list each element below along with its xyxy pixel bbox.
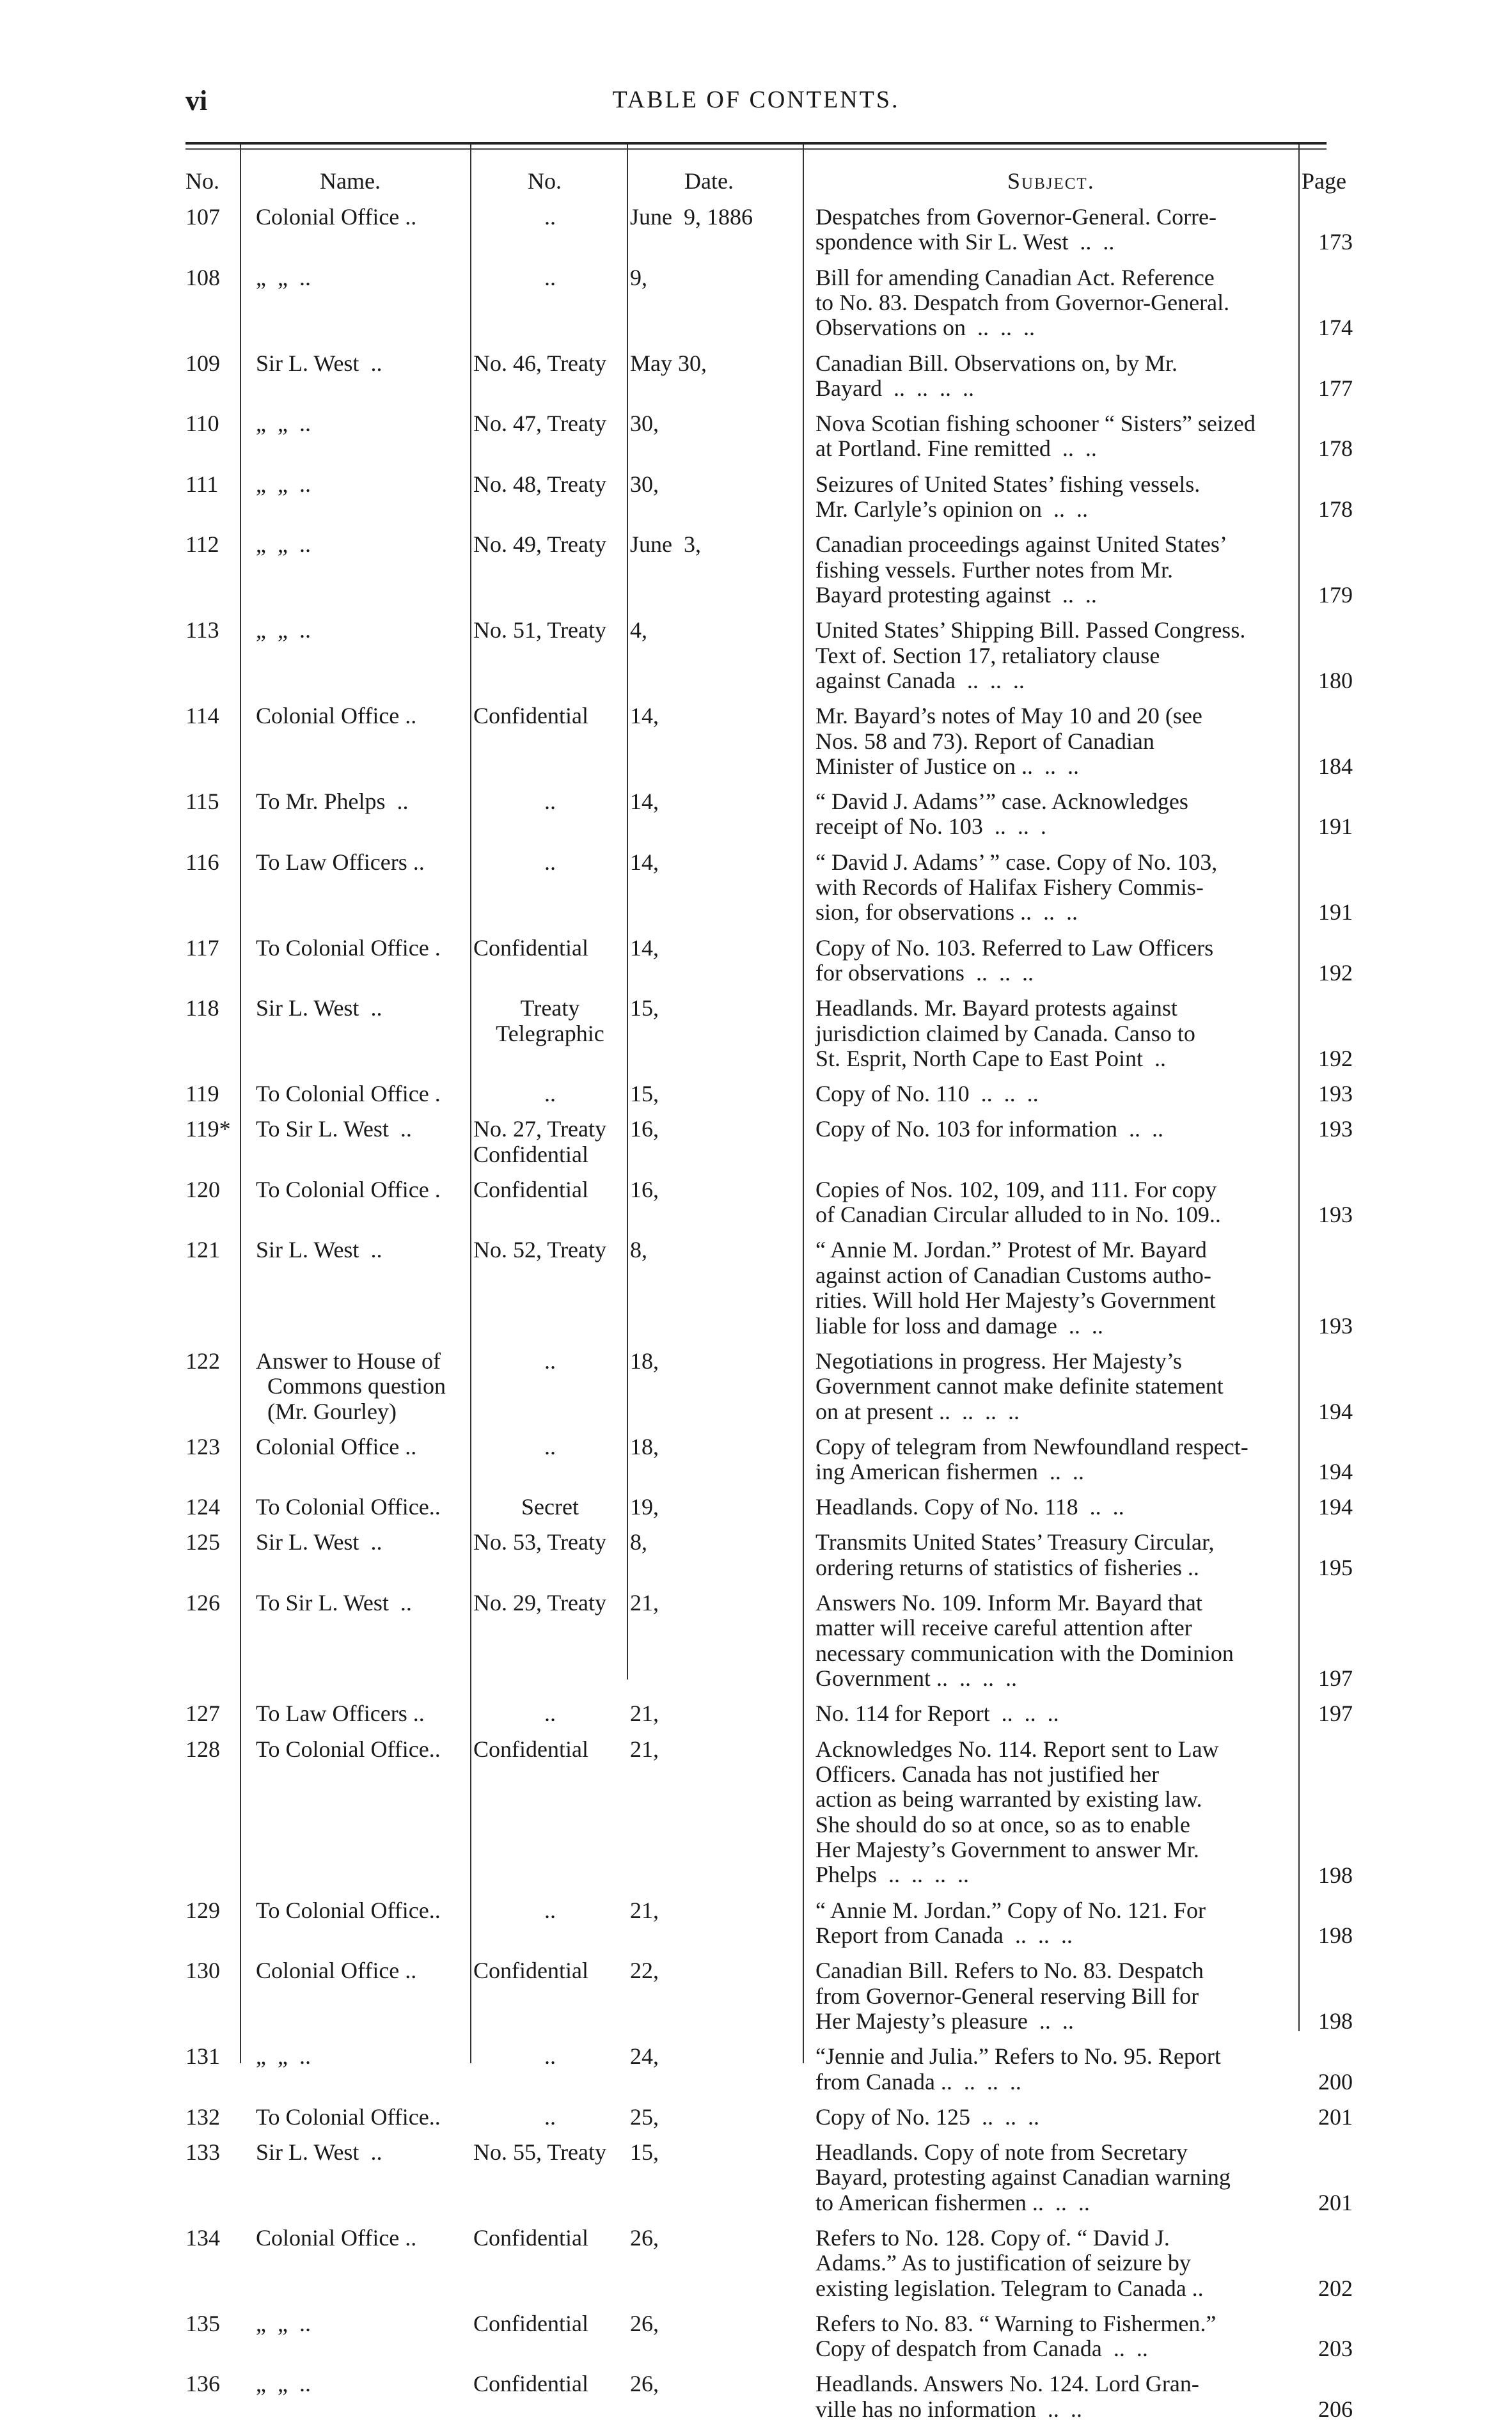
entry-doc-number: ..: [544, 789, 556, 815]
entry-doc-number: Confidential: [473, 2371, 588, 2397]
entry-number: 122: [185, 1348, 220, 1374]
subject-line: Government .. .. .. ..: [815, 1665, 1017, 1692]
subject-line: jurisdiction claimed by Canada. Canso to: [815, 1020, 1195, 1046]
entry-date: 9,: [630, 264, 647, 290]
entry-number: 117: [185, 934, 219, 961]
subject-line: Her Majesty’s Government to answer Mr.: [815, 1837, 1199, 1863]
entry-date: 14,: [630, 934, 659, 961]
entry-subject: [815, 618, 1295, 693]
entry-date: June 3,: [630, 531, 701, 558]
entry-number: 118: [185, 995, 219, 1021]
entry-date: 4,: [630, 617, 647, 643]
subject-line: of Canadian Circular alluded to in No. 109..: [815, 1202, 1221, 1228]
subject-line: for observations .. .. ..: [815, 959, 1034, 986]
entry-doc-number: ..: [544, 1081, 556, 1107]
entry-name: To Colonial Office..: [256, 2104, 441, 2130]
subject-line: on at present .. .. .. ..: [815, 1398, 1020, 1424]
entry-doc-number: No. 46, Treaty: [473, 350, 607, 376]
entry-page: 206: [1318, 2396, 1353, 2422]
entry-subject: [815, 2105, 1295, 2130]
entry-doc-number: No. 29, Treaty: [473, 1590, 607, 1616]
entry-page: 184: [1318, 753, 1353, 779]
entry-number: 130: [185, 1958, 220, 1984]
entry-name: To Colonial Office..: [256, 1736, 441, 1762]
entry-number: 113: [185, 617, 219, 643]
subject-line: liable for loss and damage .. ..: [815, 1312, 1103, 1339]
subject-line: “ Annie M. Jordan.” Copy of No. 121. For: [815, 1897, 1206, 1923]
subject-line: fishing vessels. Further notes from Mr.: [815, 556, 1173, 583]
subject-line: to American fishermen .. .. ..: [815, 2189, 1090, 2215]
entry-page: 173: [1318, 229, 1353, 255]
entry-subject: [815, 850, 1295, 925]
entry-name: „ „ ..: [256, 617, 311, 643]
subject-line: to No. 83. Despatch from Governor-General.: [815, 289, 1230, 315]
subject-line: from Canada .. .. .. ..: [815, 2068, 1021, 2095]
subject-line: Acknowledges No. 114. Report sent to Law: [815, 1736, 1219, 1762]
entry-date: 25,: [630, 2104, 659, 2130]
subject-line: rities. Will hold Her Majesty’s Government: [815, 1287, 1216, 1314]
col-header-name: Name.: [320, 168, 381, 194]
entry-date: 14,: [630, 789, 659, 815]
subject-line: Canadian Bill. Observations on, by Mr.: [815, 350, 1177, 376]
entry-subject: [815, 2371, 1295, 2422]
entry-date: 21,: [630, 1897, 659, 1923]
entry-name: Sir L. West ..: [256, 1529, 382, 1555]
subject-line: Minister of Justice on .. .. ..: [815, 753, 1079, 779]
entry-name: To Colonial Office..: [256, 1897, 441, 1923]
entry-name: Colonial Office ..: [256, 2224, 417, 2251]
entry-name: Colonial Office ..: [256, 1958, 417, 1984]
entry-page: 194: [1318, 1459, 1353, 1485]
entry-page: 192: [1318, 959, 1353, 986]
entry-doc-number: ..: [544, 264, 556, 290]
entry-name: Colonial Office ..: [256, 1433, 417, 1459]
entry-doc-number: Treaty Telegraphic: [496, 995, 604, 1046]
entry-number: 115: [185, 789, 219, 815]
entry-number: 129: [185, 1897, 220, 1923]
subject-line: Bayard, protesting against Canadian warning: [815, 2164, 1231, 2190]
subject-line: receipt of No. 103 .. .. .: [815, 814, 1046, 840]
entry-subject: [815, 1349, 1295, 1424]
entry-subject: [815, 472, 1295, 523]
entry-subject: [815, 936, 1295, 986]
subject-line: Headlands. Copy of No. 118 .. ..: [815, 1494, 1124, 1520]
subject-line: “ David J. Adams’ ” case. Copy of No. 103,: [815, 849, 1218, 875]
entry-page: 191: [1318, 814, 1353, 840]
entry-page: 195: [1318, 1554, 1353, 1580]
column-divider: [240, 145, 241, 2063]
subject-line: Report from Canada .. .. ..: [815, 1923, 1073, 1949]
subject-line: Mr. Bayard’s notes of May 10 and 20 (see: [815, 703, 1202, 729]
subject-line: matter will receive careful attention after: [815, 1615, 1192, 1641]
subject-line: Headlands. Mr. Bayard protests against: [815, 995, 1177, 1021]
header-rule-thin: [185, 148, 1327, 150]
column-divider: [803, 145, 804, 2063]
entry-name: To Colonial Office..: [256, 1494, 441, 1520]
entry-name: „ „ ..: [256, 531, 311, 558]
subject-line: Officers. Canada has not justified her: [815, 1761, 1160, 1787]
entry-subject: [815, 704, 1295, 779]
entry-date: 21,: [630, 1590, 659, 1616]
entry-date: May 30,: [630, 350, 707, 376]
entry-doc-number: No. 51, Treaty: [473, 617, 607, 643]
entry-date: 15,: [630, 995, 659, 1021]
entry-number: 119*: [185, 1116, 231, 1142]
entry-doc-number: Confidential: [473, 1958, 588, 1984]
subject-line: No. 114 for Report .. .. ..: [815, 1701, 1059, 1727]
entry-number: 107: [185, 204, 220, 230]
entry-number: 128: [185, 1736, 220, 1762]
entry-doc-number: Confidential: [473, 703, 588, 729]
entry-date: 16,: [630, 1176, 659, 1202]
subject-line: necessary communication with the Dominion: [815, 1640, 1234, 1666]
entry-doc-number: ..: [544, 1348, 556, 1374]
col-header-subject: Subject.: [1007, 168, 1095, 194]
entry-number: 134: [185, 2224, 220, 2251]
entry-doc-number: Confidential: [473, 1736, 588, 1762]
column-divider: [470, 145, 471, 2063]
entry-subject: [815, 1495, 1295, 1520]
entry-number: 136: [185, 2371, 220, 2397]
entry-doc-number: No. 52, Treaty: [473, 1237, 607, 1263]
entry-name: „ „ ..: [256, 471, 311, 497]
entry-number: 114: [185, 703, 219, 729]
entry-name: „ „ ..: [256, 2371, 311, 2397]
entry-page: 174: [1318, 315, 1353, 341]
entry-page: 179: [1318, 581, 1353, 608]
entry-subject: [815, 1701, 1295, 1726]
entry-page: 197: [1318, 1665, 1353, 1692]
subject-line: Copies of Nos. 102, 109, and 111. For copy: [815, 1176, 1217, 1202]
entry-name: Sir L. West ..: [256, 350, 382, 376]
col-header-page: Page: [1302, 168, 1346, 194]
subject-line: Government cannot make definite statement: [815, 1373, 1224, 1399]
entry-page: 180: [1318, 667, 1353, 693]
entry-doc-number: Confidential: [473, 1176, 588, 1202]
subject-line: Headlands. Answers No. 124. Lord Gran-: [815, 2371, 1199, 2397]
entry-doc-number: Confidential: [473, 2224, 588, 2251]
entry-name: „ „ ..: [256, 2310, 311, 2336]
entry-name: Answer to House of Commons question (Mr. Gourley): [256, 1348, 446, 1424]
subject-line: sion, for observations .. .. ..: [815, 899, 1078, 925]
entry-doc-number: No. 27, Treaty Confidential: [473, 1116, 607, 1167]
entry-number: 126: [185, 1590, 220, 1616]
entry-subject: [815, 2044, 1295, 2095]
entry-date: 26,: [630, 2371, 659, 2397]
subject-line: from Governor-General reserving Bill for: [815, 1983, 1199, 2009]
entry-subject: [815, 2140, 1295, 2215]
entry-number: 112: [185, 531, 219, 558]
subject-line: Headlands. Copy of note from Secretary: [815, 2139, 1188, 2165]
entry-date: 22,: [630, 1958, 659, 1984]
subject-line: Observations on .. .. ..: [815, 315, 1035, 341]
entry-subject: [815, 1737, 1295, 1888]
entry-doc-number: No. 47, Treaty: [473, 411, 607, 437]
entry-name: To Mr. Phelps ..: [256, 789, 409, 815]
subject-line: Copy of despatch from Canada .. ..: [815, 2336, 1148, 2362]
subject-line: ing American fishermen .. ..: [815, 1459, 1084, 1485]
subject-line: Her Majesty’s pleasure .. ..: [815, 2008, 1074, 2034]
entry-doc-number: ..: [544, 2043, 556, 2070]
entry-name: To Colonial Office .: [256, 1081, 441, 1107]
entry-subject: [815, 351, 1295, 402]
entry-date: 15,: [630, 2139, 659, 2165]
col-header-doc-no: No.: [528, 168, 562, 194]
entry-date: 30,: [630, 411, 659, 437]
entry-page: 193: [1318, 1116, 1353, 1142]
subject-line: Negotiations in progress. Her Majesty’s: [815, 1348, 1182, 1374]
subject-line: against action of Canadian Customs autho-: [815, 1262, 1211, 1288]
entry-name: „ „ ..: [256, 2043, 311, 2070]
running-title: TABLE OF CONTENTS.: [612, 86, 900, 113]
entry-number: 108: [185, 264, 220, 290]
entry-doc-number: No. 55, Treaty: [473, 2139, 607, 2165]
entry-subject: [815, 2226, 1295, 2301]
subject-line: Copy of telegram from Newfoundland respect-: [815, 1433, 1248, 1459]
entry-name: To Law Officers ..: [256, 849, 425, 875]
entry-number: 125: [185, 1529, 220, 1555]
subject-line: Text of. Section 17, retaliatory clause: [815, 642, 1160, 668]
entry-date: 14,: [630, 703, 659, 729]
subject-line: Canadian proceedings against United States’: [815, 531, 1227, 558]
header-rule: [185, 142, 1327, 145]
subject-line: Bayard protesting against .. ..: [815, 581, 1097, 608]
subject-line: with Records of Halifax Fishery Commis-: [815, 874, 1204, 900]
entry-number: 124: [185, 1494, 220, 1520]
entry-number: 135: [185, 2310, 220, 2336]
entry-subject: [815, 205, 1295, 255]
entry-subject: [815, 1591, 1295, 1692]
subject-line: “ David J. Adams’” case. Acknowledges: [815, 789, 1188, 815]
entry-page: 192: [1318, 1045, 1353, 1071]
subject-line: ville has no information .. ..: [815, 2396, 1082, 2422]
entry-subject: [815, 1081, 1295, 1106]
entry-page: 193: [1318, 1312, 1353, 1339]
entry-date: 19,: [630, 1494, 659, 1520]
entry-date: 8,: [630, 1529, 647, 1555]
subject-line: Copy of No. 103 for information .. ..: [815, 1116, 1163, 1142]
subject-line: St. Esprit, North Cape to East Point ..: [815, 1045, 1166, 1071]
entry-number: 116: [185, 849, 219, 875]
entry-page: 198: [1318, 1862, 1353, 1888]
entry-date: 24,: [630, 2043, 659, 2070]
entry-subject: [815, 411, 1295, 462]
entry-number: 111: [185, 471, 219, 497]
entry-subject: [815, 1530, 1295, 1580]
entry-number: 110: [185, 411, 219, 437]
entry-doc-number: Confidential: [473, 934, 588, 961]
entry-subject: [815, 789, 1295, 840]
subject-line: Copy of No. 110 .. .. ..: [815, 1081, 1039, 1107]
subject-line: action as being warranted by existing law.: [815, 1786, 1202, 1813]
entry-name: „ „ ..: [256, 411, 311, 437]
entry-page: 194: [1318, 1398, 1353, 1424]
subject-line: spondence with Sir L. West .. ..: [815, 229, 1115, 255]
entry-number: 109: [185, 350, 220, 376]
entry-subject: [815, 1898, 1295, 1949]
entry-doc-number: Secret: [521, 1494, 579, 1520]
entry-doc-number: ..: [544, 2104, 556, 2130]
entry-page: 178: [1318, 496, 1353, 523]
entry-doc-number: ..: [544, 849, 556, 875]
entry-date: June 9, 1886: [630, 204, 753, 230]
page-header: [0, 77, 1512, 128]
col-header-date: Date.: [684, 168, 734, 194]
entry-page: 191: [1318, 899, 1353, 925]
entry-page: 200: [1318, 2068, 1353, 2095]
entry-number: 131: [185, 2043, 220, 2070]
page-number: vi: [185, 85, 208, 116]
entry-number: 119: [185, 1081, 219, 1107]
subject-line: Refers to No. 128. Copy of. “ David J.: [815, 2224, 1170, 2251]
entry-page: 194: [1318, 1494, 1353, 1520]
entry-name: Colonial Office ..: [256, 204, 417, 230]
entry-date: 21,: [630, 1701, 659, 1727]
entry-page: 177: [1318, 375, 1353, 401]
entry-name: Colonial Office ..: [256, 703, 417, 729]
entry-subject: [815, 1238, 1295, 1339]
entry-name: To Colonial Office .: [256, 1176, 441, 1202]
entry-page: 193: [1318, 1081, 1353, 1107]
subject-line: United States’ Shipping Bill. Passed Congress.: [815, 617, 1246, 643]
entry-name: Sir L. West ..: [256, 1237, 382, 1263]
column-divider: [1298, 145, 1300, 2031]
entry-date: 18,: [630, 1348, 659, 1374]
subject-line: Transmits United States’ Treasury Circular,: [815, 1529, 1215, 1555]
subject-line: Bayard .. .. .. ..: [815, 375, 974, 401]
entry-page: 201: [1318, 2104, 1353, 2130]
entry-subject: [815, 1177, 1295, 1228]
entry-name: Sir L. West ..: [256, 2139, 382, 2165]
subject-line: against Canada .. .. ..: [815, 667, 1025, 693]
entry-number: 123: [185, 1433, 220, 1459]
subject-line: Refers to No. 83. “ Warning to Fishermen.”: [815, 2310, 1217, 2336]
entry-doc-number: No. 53, Treaty: [473, 1529, 607, 1555]
subject-line: existing legislation. Telegram to Canada ..: [815, 2275, 1204, 2301]
entry-number: 121: [185, 1237, 220, 1263]
entry-subject: [815, 1117, 1295, 1142]
entry-page: 193: [1318, 1202, 1353, 1228]
entry-subject: [815, 1435, 1295, 1485]
entry-subject: [815, 2311, 1295, 2362]
subject-line: Copy of No. 125 .. .. ..: [815, 2104, 1039, 2130]
entry-page: 201: [1318, 2189, 1353, 2215]
subject-line: Despatches from Governor-General. Corre-: [815, 204, 1217, 230]
entry-subject: [815, 1958, 1295, 2034]
entry-doc-number: ..: [544, 1897, 556, 1923]
entry-date: 26,: [630, 2224, 659, 2251]
entry-subject: [815, 532, 1295, 608]
subject-line: She should do so at once, so as to enable: [815, 1811, 1190, 1837]
entry-page: 198: [1318, 1923, 1353, 1949]
subject-line: Bill for amending Canadian Act. Reference: [815, 264, 1215, 290]
entry-page: 202: [1318, 2275, 1353, 2301]
entry-name: „ „ ..: [256, 264, 311, 290]
entry-name: To Colonial Office .: [256, 934, 441, 961]
entry-doc-number: No. 49, Treaty: [473, 531, 607, 558]
subject-line: “ Annie M. Jordan.” Protest of Mr. Bayard: [815, 1237, 1207, 1263]
entry-number: 132: [185, 2104, 220, 2130]
entry-date: 15,: [630, 1081, 659, 1107]
subject-line: at Portland. Fine remitted .. ..: [815, 436, 1097, 462]
subject-line: Adams.” As to justification of seizure by: [815, 2250, 1191, 2276]
entry-doc-number: Confidential: [473, 2310, 588, 2336]
entry-doc-number: ..: [544, 204, 556, 230]
subject-line: Nos. 58 and 73). Report of Canadian: [815, 728, 1154, 754]
subject-line: Mr. Carlyle’s opinion on .. ..: [815, 496, 1088, 523]
col-header-no: No.: [185, 168, 219, 194]
entry-date: 8,: [630, 1237, 647, 1263]
entry-doc-number: ..: [544, 1701, 556, 1727]
entry-name: Sir L. West ..: [256, 995, 382, 1021]
entry-number: 133: [185, 2139, 220, 2165]
subject-line: Canadian Bill. Refers to No. 83. Despatch: [815, 1958, 1204, 1984]
entry-page: 203: [1318, 2336, 1353, 2362]
entry-date: 21,: [630, 1736, 659, 1762]
entry-name: To Sir L. West ..: [256, 1116, 412, 1142]
entry-page: 178: [1318, 436, 1353, 462]
subject-line: Nova Scotian fishing schooner “ Sisters” seized: [815, 411, 1256, 437]
subject-line: Phelps .. .. .. ..: [815, 1862, 970, 1888]
column-divider: [627, 145, 628, 1679]
entry-number: 120: [185, 1176, 220, 1202]
entry-number: 127: [185, 1701, 220, 1727]
entry-page: 197: [1318, 1701, 1353, 1727]
entry-name: To Law Officers ..: [256, 1701, 425, 1727]
subject-line: Answers No. 109. Inform Mr. Bayard that: [815, 1590, 1202, 1616]
entry-doc-number: ..: [544, 1433, 556, 1459]
entry-date: 14,: [630, 849, 659, 875]
entry-date: 30,: [630, 471, 659, 497]
entry-date: 16,: [630, 1116, 659, 1142]
subject-line: Copy of No. 103. Referred to Law Officers: [815, 934, 1214, 961]
subject-line: ordering returns of statistics of fisheries ..: [815, 1554, 1199, 1580]
subject-line: “Jennie and Julia.” Refers to No. 95. Report: [815, 2043, 1221, 2070]
entry-subject: [815, 996, 1295, 1071]
entry-page: 198: [1318, 2008, 1353, 2034]
entry-doc-number: No. 48, Treaty: [473, 471, 607, 497]
subject-line: Seizures of United States’ fishing vessels.: [815, 471, 1201, 497]
entry-date: 26,: [630, 2310, 659, 2336]
entry-subject: [815, 265, 1295, 341]
entry-name: To Sir L. West ..: [256, 1590, 412, 1616]
entry-date: 18,: [630, 1433, 659, 1459]
